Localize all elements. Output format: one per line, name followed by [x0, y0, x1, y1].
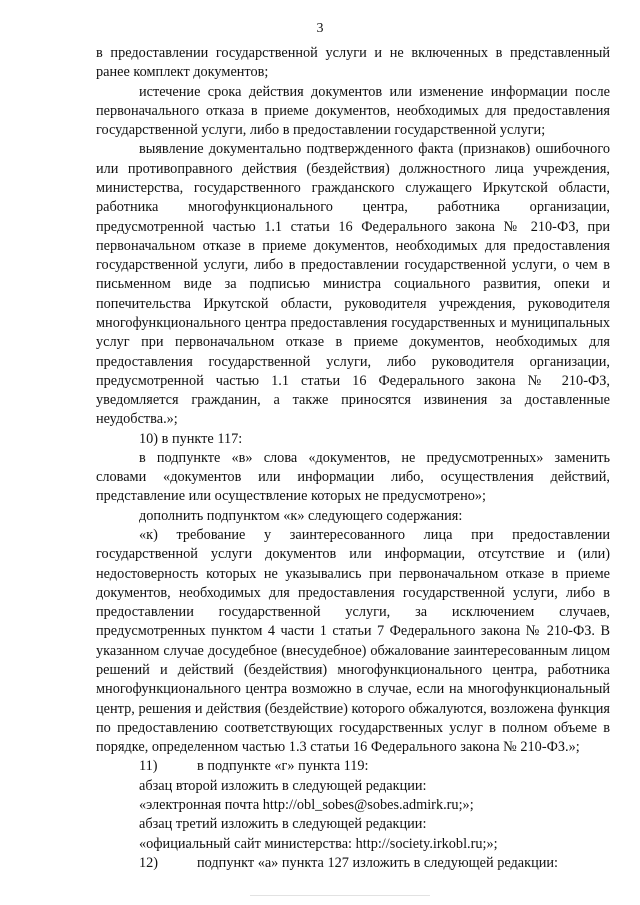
- item-number-11: 11): [139, 758, 158, 775]
- paragraph-7: «к) требование у заинтересованного лица при предоставлении государственной услуги документов или информации, отсутствие и (или) недостоверность которых не указывались при первоначальном отказе в приеме документов, необходимых для предоставления государственной услуги, либо в предоставлении государственной услуги, за исключением случаев, предусмотренных пунктом 4 части 1 статьи 7 Федерального закона № 210-ФЗ. В указанном случае досудебное (внесудебное) обжалование заинтересованным лицом решений и действий (бездействия) многофункционального центра, работника многофункционального центра возможно в случае, если на многофункциональный центр, решения и действия (бездействие) которого обжалуются, возложена функция по предоставлению соответствующих государственных услуг в полном объеме в порядке, определенном частью 1.3 статьи 16 Федерального закона № 210-ФЗ.»;: [96, 527, 610, 756]
- item-number-12: 12): [139, 854, 159, 871]
- paragraph-11: абзац третий изложить в следующей редакции:: [139, 816, 427, 833]
- paragraph-9: абзац второй изложить в следующей редакции:: [139, 777, 427, 794]
- document-body: [96, 44, 610, 873]
- item-text-12: подпункт «а» пункта 127 изложить в следующей редакции:: [197, 854, 559, 871]
- paragraph-2: истечение срока действия документов или изменение информации после первоначального отказа в приеме документов, необходимых для предоставления государственной услуги, либо в предоставлении государственной услуги;: [96, 83, 610, 139]
- paragraph-5: в подпункте «в» слова «документов, не предусмотренных» заменить словами «документов или информации либо, осуществления действий, представление или осуществление которых не предусмотрено»;: [96, 449, 610, 505]
- paragraph-10: «электронная почта http://obl_sobes@sobes.admirk.ru;»;: [139, 796, 474, 813]
- paragraph-item-12: [96, 854, 610, 873]
- paragraph-1: в предоставлении государственной услуги и не включенных в представленный ранее комплект документов;: [96, 45, 610, 81]
- item-text-11: в подпункте «г» пункта 119:: [197, 758, 369, 775]
- page-number: 3: [316, 21, 324, 36]
- paragraph-12: «официальный сайт министерства: http://society.irkobl.ru;»;: [139, 835, 498, 852]
- paragraph-item-11: [96, 757, 610, 776]
- paragraph-3: выявление документально подтвержденного факта (признаков) ошибочного или противоправного действия (бездействия) должностного лица учреждения, министерства, государственного гражданского служащего Иркутской области, работника многофункционального центра, работника организации, предусмотренной частью 1.1 статьи 16 Федерального закона № 210-ФЗ, при первоначальном отказе в приеме документов, необходимых для предоставления государственной услуги, либо в предоставлении государственной услуги, о чем в письменном виде за подписью министра социального развития, опеки и попечительства Иркутской области, руководителя учреждения, руководителя многофункционального центра предоставления государственных и муниципальных услуг при первоначальном отказе в приеме документов, необходимых для предоставления государственной услуги, либо руководителя организации, предусмотренной частью 1.1 статьи 16 Федерального закона № 210-ФЗ, уведомляется гражданин, а также приносятся извинения за доставленные неудобства.»;: [96, 141, 610, 428]
- paragraph-item-10: 10) в пункте 117:: [139, 430, 243, 447]
- scan-artifact-line: [250, 895, 430, 896]
- paragraph-6: дополнить подпунктом «к» следующего содержания:: [139, 507, 463, 524]
